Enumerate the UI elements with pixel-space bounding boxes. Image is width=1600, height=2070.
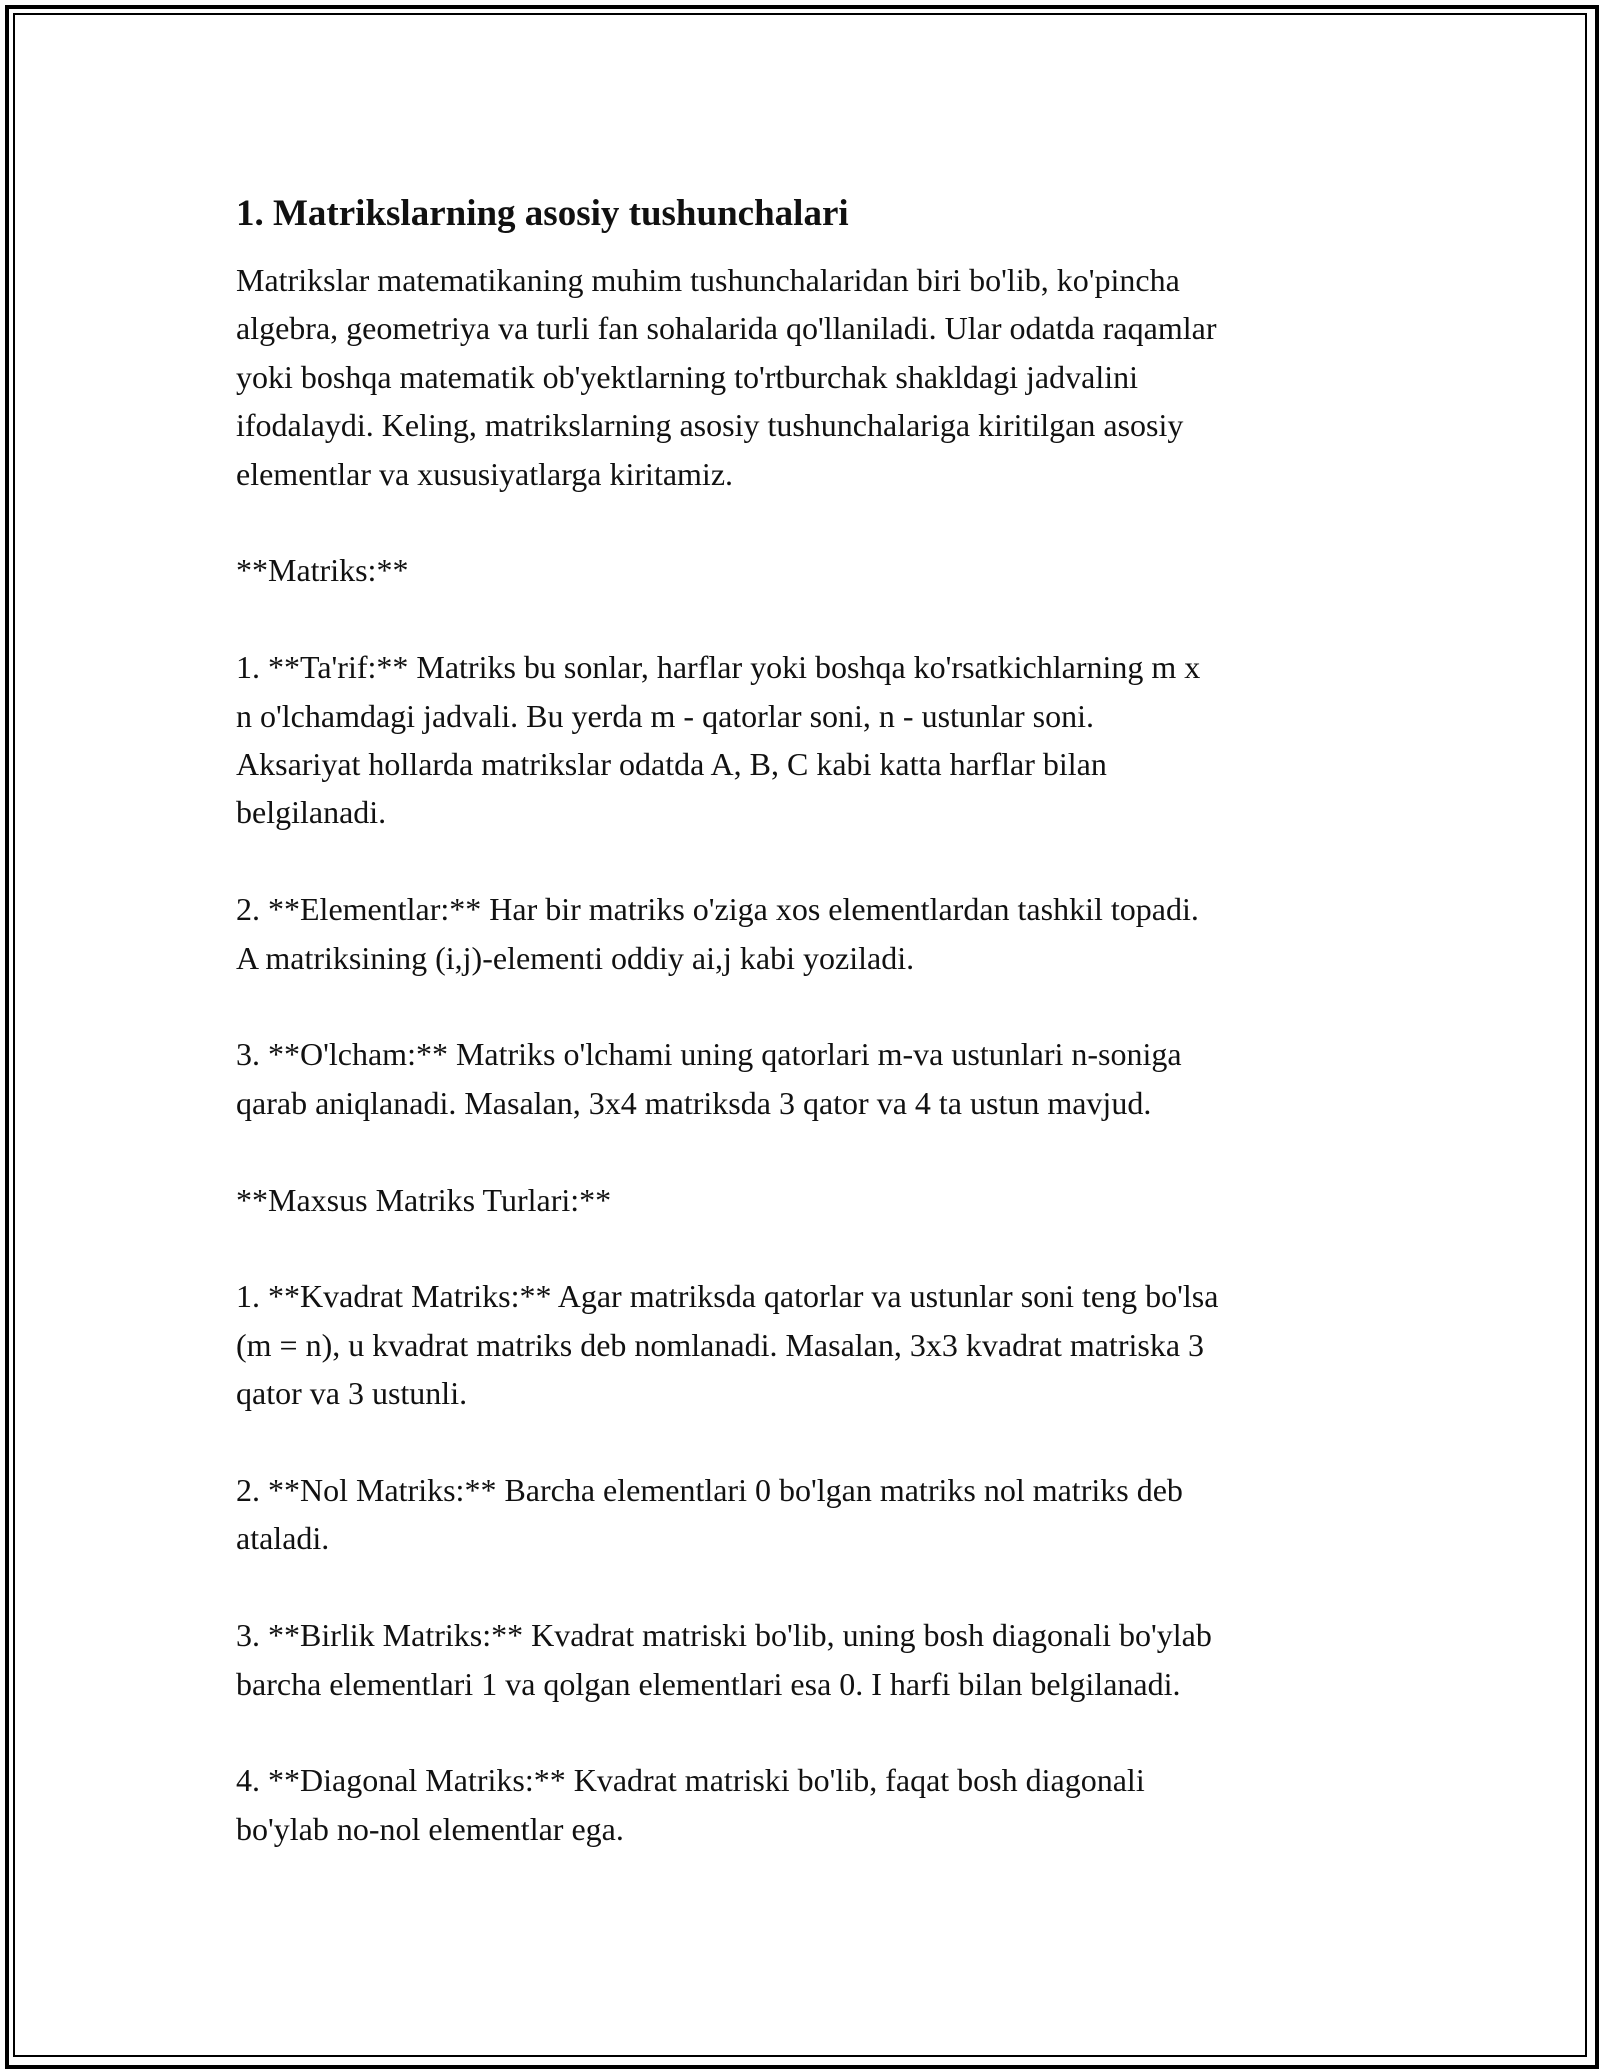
birlik-matriks-paragraph: 3. **Birlik Matriks:** Kvadrat matriski bo'lib, uning bosh diagonali bo'ylab barcha elementlari 1 va qolgan elementlari esa 0. I harfi bilan belgilanadi. — [236, 1617, 1212, 1702]
document-body — [236, 186, 1376, 1853]
diagonal-matriks-paragraph: 4. **Diagonal Matriks:** Kvadrat matriski bo'lib, faqat bosh diagonali bo'ylab no-nol elementlar ega. — [236, 1762, 1145, 1847]
maxsus-turlari-heading: **Maxsus Matriks Turlari:** — [236, 1181, 612, 1218]
elementlar-paragraph: 2. **Elementlar:** Har bir matriks o'ziga xos elementlardan tashkil topadi. A matriksining (i,j)-elementi oddiy ai,j kabi yoziladi. — [236, 891, 1199, 976]
kvadrat-matriks-paragraph: 1. **Kvadrat Matriks:** Agar matriksda qatorlar va ustunlar soni teng bo'lsa (m = n), u kvadrat matriks deb nomlanadi. Masalan, 3x3 kvadrat matriska 3 qator va 3 ustunli. — [236, 1278, 1219, 1412]
tarif-paragraph: 1. **Ta'rif:** Matriks bu sonlar, harflar yoki boshqa ko'rsatkichlarning m x n o'lchamdagi jadvali. Bu yerda m - qatorlar soni, n - ustunlar soni. Aksariyat hollarda matrikslar odatda A, B, C kabi katta harflar bilan belgilanadi. — [236, 649, 1201, 831]
nol-matriks-paragraph: 2. **Nol Matriks:** Barcha elementlari 0 bo'lgan matriks nol matriks deb ataladi. — [236, 1472, 1183, 1557]
olcham-paragraph: 3. **O'lcham:** Matriks o'lchami uning qatorlari m-va ustunlari n-soniga qarab aniqlanadi. Masalan, 3x4 matriksda 3 qator va 4 ta ustun mavjud. — [236, 1036, 1182, 1121]
matriks-heading: **Matriks:** — [236, 552, 409, 589]
section-title: 1. Matrikslarning asosiy tushunchalari — [236, 193, 849, 234]
intro-paragraph: Matrikslar matematikaning muhim tushunchalaridan biri bo'lib, ko'pincha algebra, geometriya va turli fan sohalarida qo'llaniladi. Ular odatda raqamlar yoki boshqa matematik ob'yektlarning to'rtburchak shakldagi jadvalini ifodalaydi. Keling, matrikslarning asosiy tushunchalariga kiritilgan asosiy elementlar va xususiyatlarga kiritamiz. — [236, 262, 1217, 492]
